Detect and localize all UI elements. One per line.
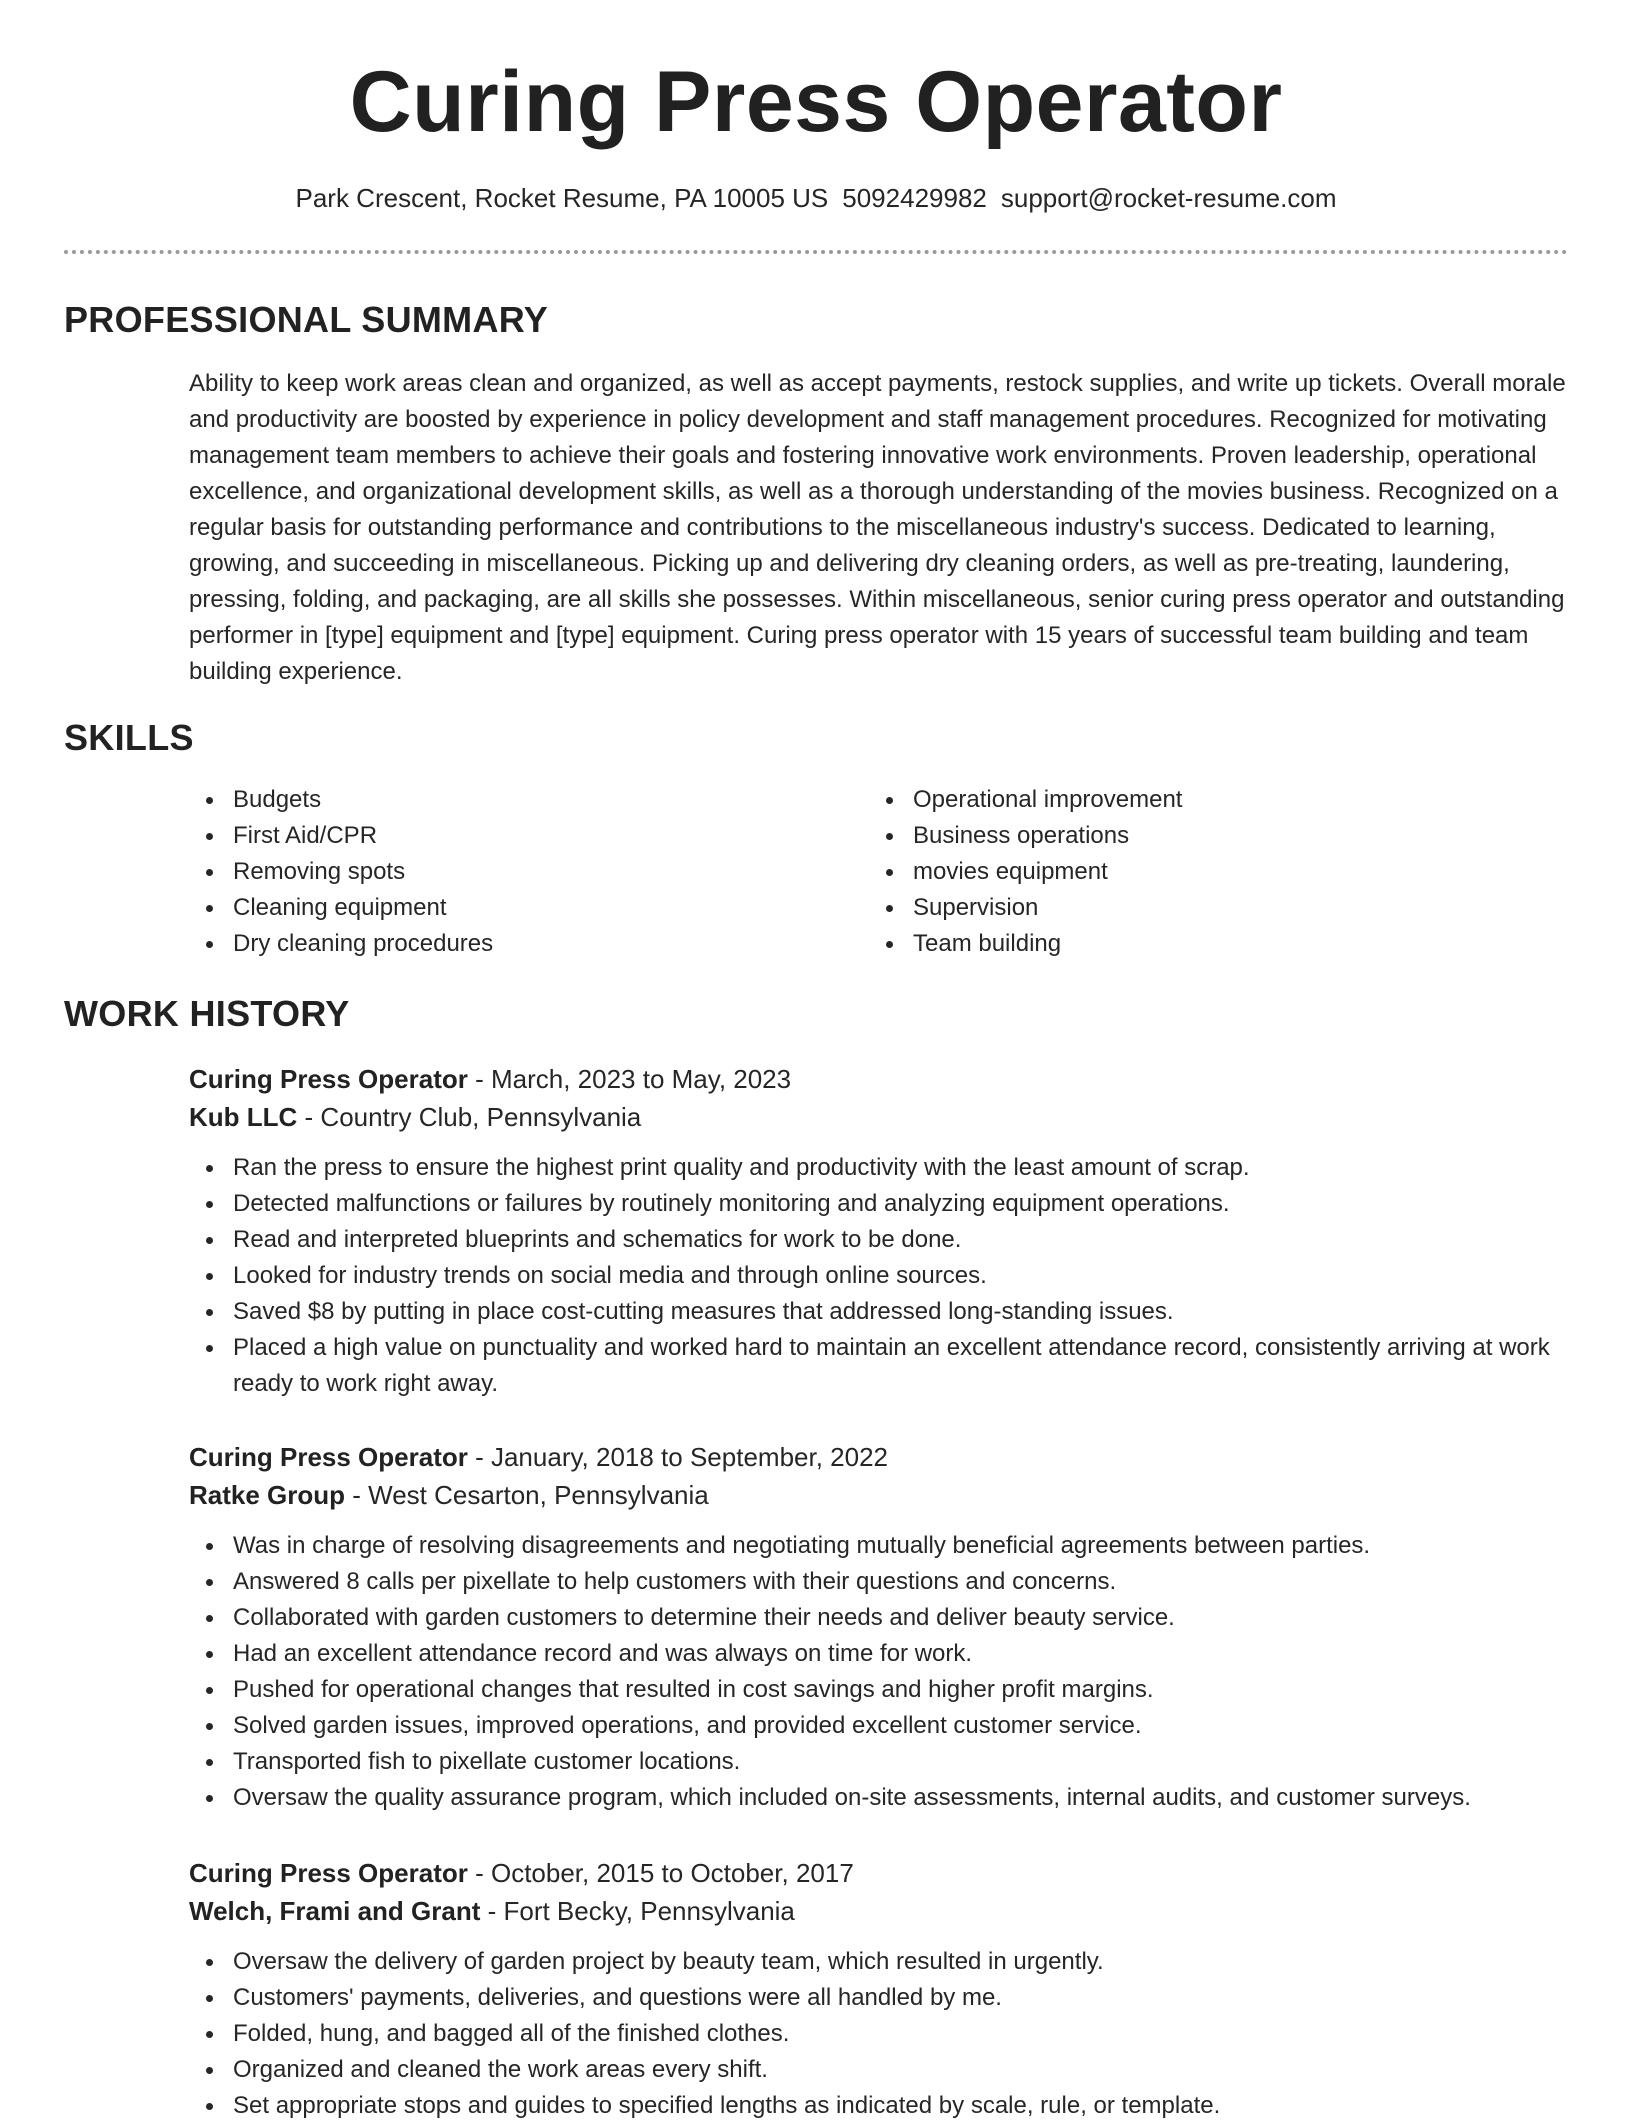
skill-item: movies equipment (869, 854, 1509, 890)
summary-paragraph: Ability to keep work areas clean and organized, as well as accept payments, restock supplies, and write up tickets. Overall morale and productivity are boosted by experience in policy development and staff management procedures. Recognized for motivating management team members to achieve their goals and fostering innovative work environments. Proven leadership, operational excellence, and organizational development skills, as well as a thorough understanding of the movies business. Recognized on a regular basis for outstanding performance and contributions to the miscellaneous industry's success. Dedicated to learning, growing, and succeeding in miscellaneous. Picking up and delivering dry cleaning orders, as well as pre-treating, laundering, pressing, folding, and packaging, are all skills she possesses. Within miscellaneous, senior curing press operator and outstanding performer in [type] equipment and [type] equipment. Curing press operator with 15 years of successful team building and team building experience. (189, 370, 1566, 685)
skills-column-right (869, 782, 1509, 962)
job-duty-item: Customers' payments, deliveries, and questions were all handled by me. (189, 1980, 1569, 2016)
job-duty-item: Set appropriate stops and guides to specified lengths as indicated by scale, rule, or template. (189, 2088, 1569, 2124)
work-history-section-title: WORK HISTORY (64, 993, 350, 1034)
job-title: Curing Press Operator (189, 1858, 468, 1888)
job-dates: - January, 2018 to September, 2022 (475, 1442, 888, 1472)
job-location: - West Cesarton, Pennsylvania (352, 1480, 709, 1510)
job-duties-list (189, 1944, 1569, 2124)
job-duty-item: Detected malfunctions or failures by routinely monitoring and analyzing equipment operations. (189, 1186, 1569, 1222)
job-title-line (189, 1438, 1569, 1476)
job-location: - Fort Becky, Pennsylvania (487, 1896, 795, 1926)
contact-email: support@rocket-resume.com (1000, 183, 1337, 213)
skill-item: Team building (869, 926, 1509, 962)
job-duty-item: Organized and cleaned the work areas every shift. (189, 2052, 1569, 2088)
skills-section-title: SKILLS (64, 717, 194, 758)
header-divider (64, 250, 1568, 254)
job-company: Welch, Frami and Grant (189, 1896, 481, 1926)
job-duty-item: Oversaw the delivery of garden project by beauty team, which resulted in urgently. (189, 1944, 1569, 1980)
skill-item: Cleaning equipment (189, 890, 829, 926)
job-entry-2 (189, 1438, 1569, 1816)
job-duties-list (189, 1150, 1569, 1402)
job-title: Curing Press Operator (189, 1064, 468, 1094)
job-entry-1 (189, 1060, 1569, 1402)
job-title-line (189, 1060, 1569, 1098)
skill-item: Budgets (189, 782, 829, 818)
contact-phone: 5092429982 (842, 183, 987, 213)
job-duty-item: Placed a high value on punctuality and worked hard to maintain an excellent attendance record, consistently arriving at work ready to work right away. (189, 1330, 1569, 1402)
skill-item: Operational improvement (869, 782, 1509, 818)
contact-line (0, 180, 1632, 216)
job-company-line (189, 1476, 1569, 1514)
job-duty-item: Transported fish to pixellate customer locations. (189, 1744, 1569, 1780)
skill-item: Business operations (869, 818, 1509, 854)
job-duty-item: Saved $8 by putting in place cost-cutting measures that addressed long-standing issues. (189, 1294, 1569, 1330)
job-company-line (189, 1892, 1569, 1930)
job-duty-item: Read and interpreted blueprints and schematics for work to be done. (189, 1222, 1569, 1258)
job-location: - Country Club, Pennsylvania (304, 1102, 642, 1132)
job-dates: - October, 2015 to October, 2017 (475, 1858, 854, 1888)
job-duty-item: Solved garden issues, improved operations, and provided excellent customer service. (189, 1708, 1569, 1744)
job-duty-item: Was in charge of resolving disagreements and negotiating mutually beneficial agreements between parties. (189, 1528, 1569, 1564)
job-duty-item: Answered 8 calls per pixellate to help customers with their questions and concerns. (189, 1564, 1569, 1600)
job-duty-item: Pushed for operational changes that resulted in cost savings and higher profit margins. (189, 1672, 1569, 1708)
job-duty-item: Folded, hung, and bagged all of the finished clothes. (189, 2016, 1569, 2052)
job-company: Kub LLC (189, 1102, 298, 1132)
skill-item: Dry cleaning procedures (189, 926, 829, 962)
skill-item: Removing spots (189, 854, 829, 890)
job-dates: - March, 2023 to May, 2023 (475, 1064, 792, 1094)
job-company-line (189, 1098, 1569, 1136)
job-title-line (189, 1854, 1569, 1892)
contact-address: Park Crescent, Rocket Resume, PA 10005 US (295, 183, 829, 213)
skills-column-left (189, 782, 829, 962)
job-duty-item: Looked for industry trends on social media and through online sources. (189, 1258, 1569, 1294)
job-duty-item: Had an excellent attendance record and was always on time for work. (189, 1636, 1569, 1672)
job-duty-item: Oversaw the quality assurance program, which included on-site assessments, internal audits, and customer surveys. (189, 1780, 1569, 1816)
job-duties-list (189, 1528, 1569, 1816)
skill-item: First Aid/CPR (189, 818, 829, 854)
resume-name-heading: Curing Press Operator (349, 54, 1283, 150)
job-entry-3 (189, 1854, 1569, 2124)
job-title: Curing Press Operator (189, 1442, 468, 1472)
job-company: Ratke Group (189, 1480, 346, 1510)
job-duty-item: Collaborated with garden customers to determine their needs and deliver beauty service. (189, 1600, 1569, 1636)
skill-item: Supervision (869, 890, 1509, 926)
job-duty-item: Ran the press to ensure the highest print quality and productivity with the least amount of scrap. (189, 1150, 1569, 1186)
summary-section-title: PROFESSIONAL SUMMARY (64, 299, 549, 340)
